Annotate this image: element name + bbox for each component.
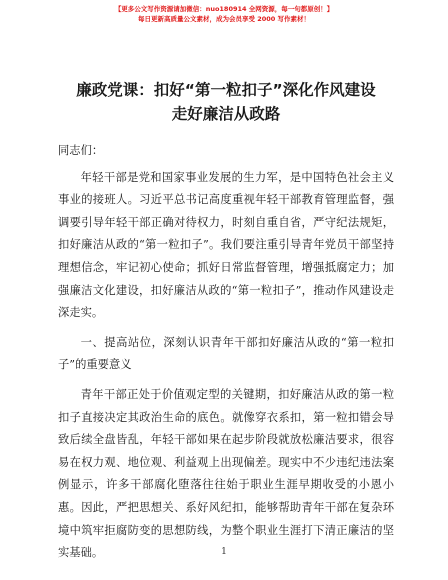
document-title-line-1: 廉政党课：扣好“第一粒扣子”深化作风建设 [76,81,376,99]
document-title [58,78,394,126]
intro-paragraph: 年轻干部是党和国家事业发展的生力军，是中国特色社会主义事业的接班人。习近平总书记高度重视年轻干部教育管理监督，强调要引导年轻干部正确对待权力，时刻自重自省，严守纪法规矩，扣好廉洁从政的“第一粒扣子”。我们要注重引导青年党员干部坚持理想信念，牢记初心使命；抓好日常监督管理，增强抵腐定力；加强廉洁文化建设，扣好廉洁从政的“第一粒扣子”，推动作风建设走深走实。 [58,170,394,320]
promo-banner [0,4,448,24]
greeting: 同志们： [58,144,104,157]
section-1-paragraph: 青年干部正处于价值观定型的关键期，扣好廉洁从政的第一粒扣子直接决定其政治生命的底色。就像穿衣系扣，第一粒扣错会导致后续全盘皆乱，年轻干部如果在起步阶段就放松廉洁要求，很容易在权力观、地位观、利益观上出现偏差。现实中不少违纪违法案例显示，许多干部腐化堕落往往始于职业生涯早期收受的小恩小惠。因此，严把思想关、系好风纪扣，能够帮助青年干部在复杂环境中筑牢拒腐防变的思想防线，为整个职业生涯打下清正廉洁的坚实基础。 [58,387,394,560]
document-title-line-2: 走好廉洁从政路 [171,105,281,123]
promo-banner-line-2: 每日更新高质量公文素材，成为会员享受 2000 写作素材！ [137,15,311,23]
document-body [58,78,394,572]
promo-banner-line-1: 【更多公文写作资源请加微信：nuo180914 全网资源，每一句都原创！】 [114,5,334,13]
page-number: 1 [221,547,227,557]
section-1-heading: 一、提高站位，深刻认识青年干部扣好廉洁从政的“第一粒扣子”的重要意义 [58,335,394,372]
